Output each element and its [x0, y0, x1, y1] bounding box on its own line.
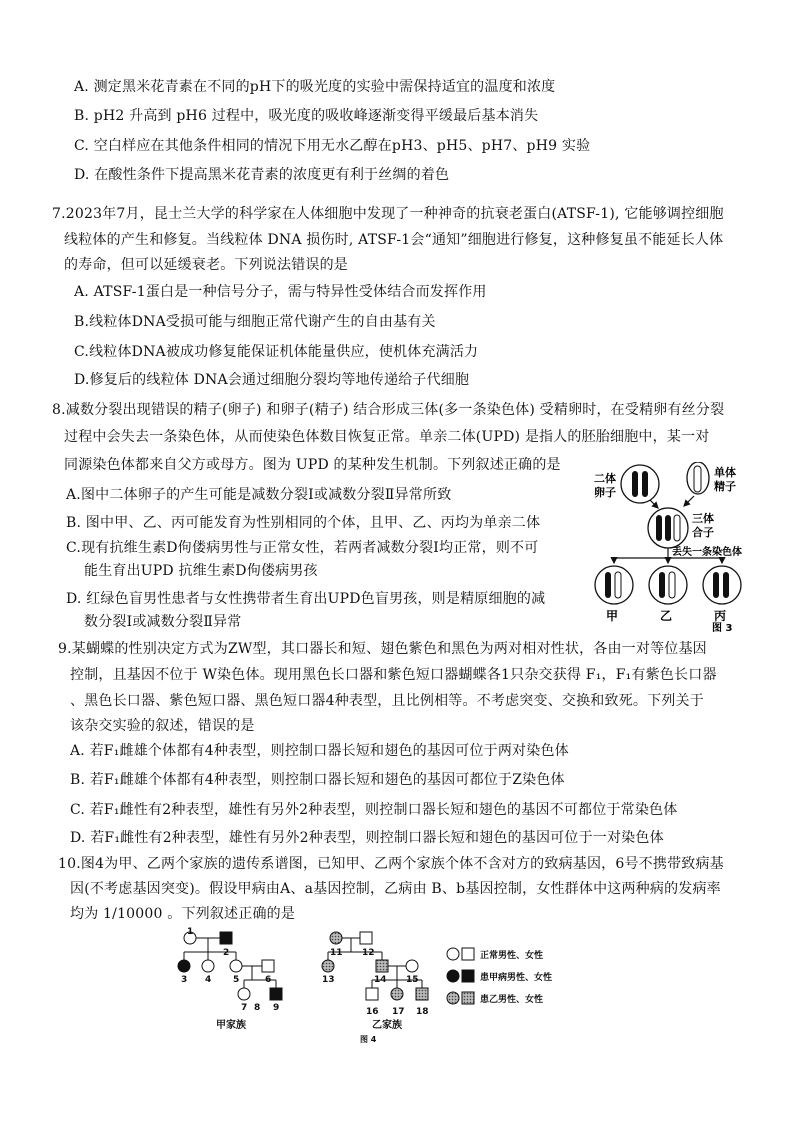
q9-stem-line1: 9.某蝴蝶的性别决定方式为ZW型，其口器长和短、翅色紫色和黑色为两对相对性状，各由一对等位基因	[58, 641, 707, 657]
cell-bing	[703, 566, 741, 604]
legend-yi: 患乙男性、女性	[480, 995, 544, 1005]
q10-stem-line3: 均为 1/10000 。下列叙述正确的是	[70, 906, 296, 922]
figure3-label-sperm-1: 单体	[714, 466, 736, 479]
q7-option-d: D.修复后的线粒体 DNA会通过细胞分裂均等地传递给子代细胞	[74, 372, 470, 388]
ped-num-1: 1	[187, 927, 194, 937]
figure3-label-yi: 乙	[660, 609, 673, 623]
figure3-label-sperm-2: 精子	[714, 480, 736, 493]
figure3-label-bing: 丙	[714, 609, 727, 623]
ped-num-11: 11	[330, 948, 343, 958]
q8-option-d-line2: 数分裂Ⅰ或减数分裂Ⅱ异常	[84, 614, 242, 630]
figure3-label-egg-2: 卵子	[594, 486, 616, 499]
q7-option-c: C.线粒体DNA被成功修复能保证机体能量供应，使机体充满活力	[74, 344, 479, 360]
ped-num-4: 4	[205, 975, 212, 985]
figure-3-upd-mechanism	[588, 462, 788, 634]
q8-stem-line2: 过程中会失去一条染色体，从而使染色体数目恢复正常。单亲二体(UPD) 是指人的胚胎细胞中，某一对	[64, 429, 710, 445]
q7-option-b: B.线粒体DNA受损可能与细胞正常代谢产生的自由基有关	[74, 314, 436, 330]
q7-option-a: A. ATSF-1蛋白是一种信号分子，需与特异性受体结合而发挥作用	[74, 284, 487, 300]
q8-option-c-line2: 能生育出UPD 抗维生素D佝偻病男孩	[84, 563, 318, 579]
figure4-caption: 图 4	[360, 1035, 377, 1044]
figure3-caption: 图 3	[712, 623, 733, 634]
family-jia-label: 甲家族	[216, 1020, 246, 1031]
figure3-label-zygote-1: 三体	[692, 512, 714, 525]
q7-stem-line2: 线粒体的产生和修复。当线粒体 DNA 损伤时, ATSF-1会“通知”细胞进行修复，这种修复虽不能延长人体	[64, 232, 724, 248]
ped-num-5: 5	[233, 975, 240, 985]
q8-stem-line3: 同源染色体都来自父方或母方。图为 UPD 的某种发生机制。下列叙述正确的是	[64, 457, 561, 473]
legend-jia: 患甲病男性、女性	[480, 973, 553, 983]
q9-stem-line2: 控制，且基因不位于 W染色体。现用黑色长口器和紫色短口器蝴蝶各1只杂交获得 F₁，F₁有紫色长口器	[70, 667, 717, 683]
ped-num-13: 13	[322, 975, 335, 985]
figure-4-pedigree	[160, 926, 600, 1046]
q8-option-c-line1: C.现有抗维生素D佝偻病男性与正常女性，若两者减数分裂Ⅰ均正常，则不可	[66, 540, 539, 556]
q8-option-b: B. 图中甲、乙、丙可能发育为性别相同的个体，且甲、乙、丙均为单亲二体	[66, 515, 541, 531]
ped-num-8: 8	[254, 1003, 261, 1013]
q8-stem-line1: 8.减数分裂出现错误的精子(卵子) 和卵子(精子) 结合形成三体(多一条染色体) 受精卵时，在受精卵有丝分裂	[52, 402, 725, 418]
q7-stem-line1: 7.2023年7月，昆士兰大学的科学家在人体细胞中发现了一种神奇的抗衰老蛋白(ATSF-1), 它能够调控细胞	[52, 206, 724, 222]
q6-option-b: B. pH2 升高到 pH6 过程中，吸光度的吸收峰逐渐变得平缓最后基本消失	[74, 108, 539, 124]
ped-num-3: 3	[181, 975, 188, 985]
q9-stem-line4: 该杂交实验的叙述，错误的是	[70, 718, 255, 734]
ped-num-14: 14	[374, 975, 387, 985]
figure3-label-lose: 丢失一条染色体	[672, 547, 742, 558]
figure3-label-jia: 甲	[606, 609, 619, 623]
egg-cell	[621, 465, 659, 503]
family-yi-label: 乙家族	[372, 1020, 402, 1031]
ped-num-9: 9	[273, 1003, 280, 1013]
ped-num-7: 7	[241, 1003, 248, 1013]
ped-num-16: 16	[366, 1007, 379, 1017]
q6-option-c: C. 空白样应在其他条件相同的情况下用无水乙醇在pH3、pH5、pH7、pH9 实验	[74, 138, 591, 154]
q6-option-d: D. 在酸性条件下提高黑米花青素的浓度更有利于丝绸的着色	[74, 167, 450, 183]
ped-num-12: 12	[362, 948, 375, 958]
ped-num-15: 15	[406, 975, 419, 985]
ped-num-6: 6	[265, 975, 272, 985]
q9-option-b: B. 若F₁雌雄个体都有4种表型，则控制口器长短和翅色的基因可都位于Z染色体	[70, 772, 565, 788]
ped-num-2: 2	[223, 948, 230, 958]
q7-stem-line3: 的寿命，但可以延缓衰老。下列说法错误的是	[64, 257, 348, 273]
q10-stem-line1: 10.图4为甲、乙两个家族的遗传系谱图，已知甲、乙两个家族个体不含对方的致病基因，6号不携带致病基	[58, 856, 724, 872]
q9-option-a: A. 若F₁雌雄个体都有4种表型，则控制口器长短和翅色的基因可位于两对染色体	[70, 743, 569, 759]
q8-option-a: A.图中二体卵子的产生可能是减数分裂Ⅰ或减数分裂Ⅱ异常所致	[66, 487, 452, 503]
q8-option-d-line1: D. 红绿色盲男性患者与女性携带者生育出UPD色盲男孩，则是精原细胞的减	[66, 591, 546, 607]
q6-option-a: A. 测定黑米花青素在不同的pH下的吸光度的实验中需保持适宜的温度和浓度	[74, 79, 556, 95]
figure3-label-egg-1: 二体	[594, 472, 616, 485]
legend-normal: 正常男性、女性	[480, 951, 544, 961]
q9-option-c: C. 若F₁雌性有2种表型，雄性有另外2种表型，则控制口器长短和翅色的基因不可都位于常染色体	[70, 802, 678, 818]
q10-stem-line2: 因(不考虑基因突变)。假设甲病由A、a基因控制，乙病由 B、b基因控制，女性群体中这两种病的发病率	[70, 881, 721, 897]
figure3-label-zygote-2: 合子	[692, 526, 714, 539]
ped-num-17: 17	[392, 1007, 405, 1017]
q9-option-d: D. 若F₁雌性有2种表型，雄性有另外2种表型，则控制口器长短和翅色的基因可位于一对染色体	[70, 830, 664, 846]
cell-yi	[649, 566, 687, 604]
q9-stem-line3: 、黑色长口器、紫色短口器、黑色短口器4种表型，且比例相等。不考虑突变、交换和致死。下列关于	[70, 693, 704, 709]
cell-jia	[595, 566, 633, 604]
ped-num-18: 18	[416, 1007, 429, 1017]
